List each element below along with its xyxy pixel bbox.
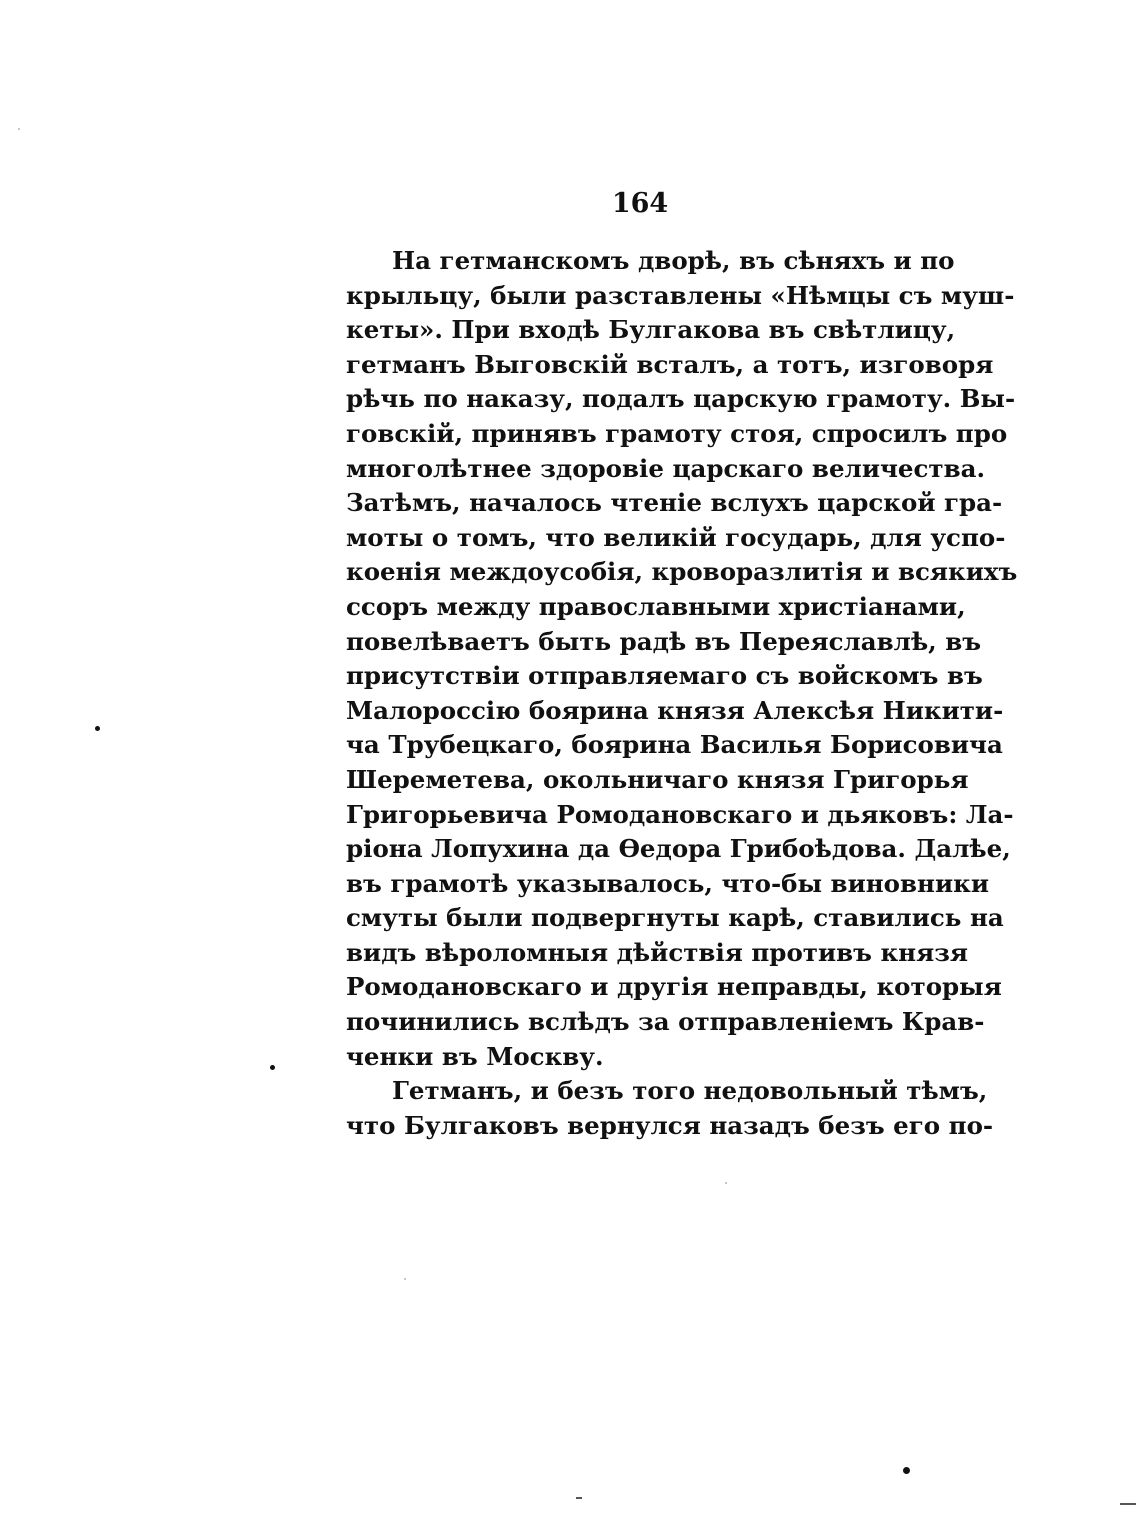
scan-speck xyxy=(903,1467,910,1474)
paragraph-1 xyxy=(346,244,1018,1074)
text-line: гетманъ Выговскій всталъ, а тотъ, изговоря xyxy=(346,349,994,379)
scan-speck xyxy=(725,1182,727,1184)
text-line: ченки въ Москву. xyxy=(346,1041,604,1071)
text-line: Шереметева, окольничаго князя Григорья xyxy=(346,764,969,794)
scan-mark xyxy=(576,1497,582,1499)
text-line: починились вслѣдъ за отправленіемъ Крав- xyxy=(346,1007,985,1037)
text-line: что Булгаковъ вернулся назадъ безъ его по- xyxy=(346,1110,994,1140)
text-line: рѣчь по наказу, подалъ царскую грамоту. Вы- xyxy=(346,384,1016,414)
page-number: 164 xyxy=(611,188,669,219)
text-line: смуты были подвергнуты карѣ, ставились на xyxy=(346,903,1004,933)
text-line: видъ вѣроломныя дѣйствія противъ князя xyxy=(346,937,968,967)
text-line: присутствіи отправляемаго съ войскомъ въ xyxy=(346,661,983,691)
text-line: Григорьевича Ромодановскаго и дьяковъ: Ла- xyxy=(346,799,1014,829)
scan-mark xyxy=(1120,1503,1136,1505)
text-line: многолѣтнее здоровіе царскаго величества. xyxy=(346,453,986,483)
text-line: ріона Лопухина да Ѳедора Грибоѣдова. Далѣе, xyxy=(346,834,1011,864)
text-line: ссоръ между православными христіанами, xyxy=(346,591,966,621)
text-line: говскій, принявъ грамоту стоя, спросилъ про xyxy=(346,418,1008,448)
text-line: ча Трубецкаго, боярина Василья Борисовича xyxy=(346,730,1003,760)
text-line: коенія междоусобія, кроворазлитія и всякихъ xyxy=(346,557,1018,587)
scan-speck xyxy=(270,1065,275,1070)
text-line: Ромодановскаго и другія неправды, которыя xyxy=(346,972,1002,1002)
text-line: крыльцу, были разставлены «Нѣмцы съ муш- xyxy=(346,280,1015,310)
text-line: повелѣваетъ быть радѣ въ Переяславлѣ, въ xyxy=(346,626,982,656)
text-line: моты о томъ, что великій государь, для успо- xyxy=(346,522,1006,552)
text-line: кеты». При входѣ Булгакова въ свѣтлицу, xyxy=(346,315,956,345)
text-line: Малороссію боярина князя Алексѣя Никити- xyxy=(346,695,1004,725)
text-line: въ грамотѣ указывалось, что-бы виновники xyxy=(346,868,990,898)
scan-speck xyxy=(95,726,100,731)
scan-speck xyxy=(18,128,20,130)
text-line: На гетманскомъ дворѣ, въ сѣняхъ и по xyxy=(392,246,955,275)
body-text xyxy=(346,244,1018,1143)
text-line: Затѣмъ, началось чтеніе вслухъ царской гра- xyxy=(346,488,1003,518)
paragraph-2 xyxy=(346,1074,994,1143)
scan-speck xyxy=(404,1278,406,1280)
text-line: Гетманъ, и безъ того недовольный тѣмъ, xyxy=(392,1076,988,1106)
